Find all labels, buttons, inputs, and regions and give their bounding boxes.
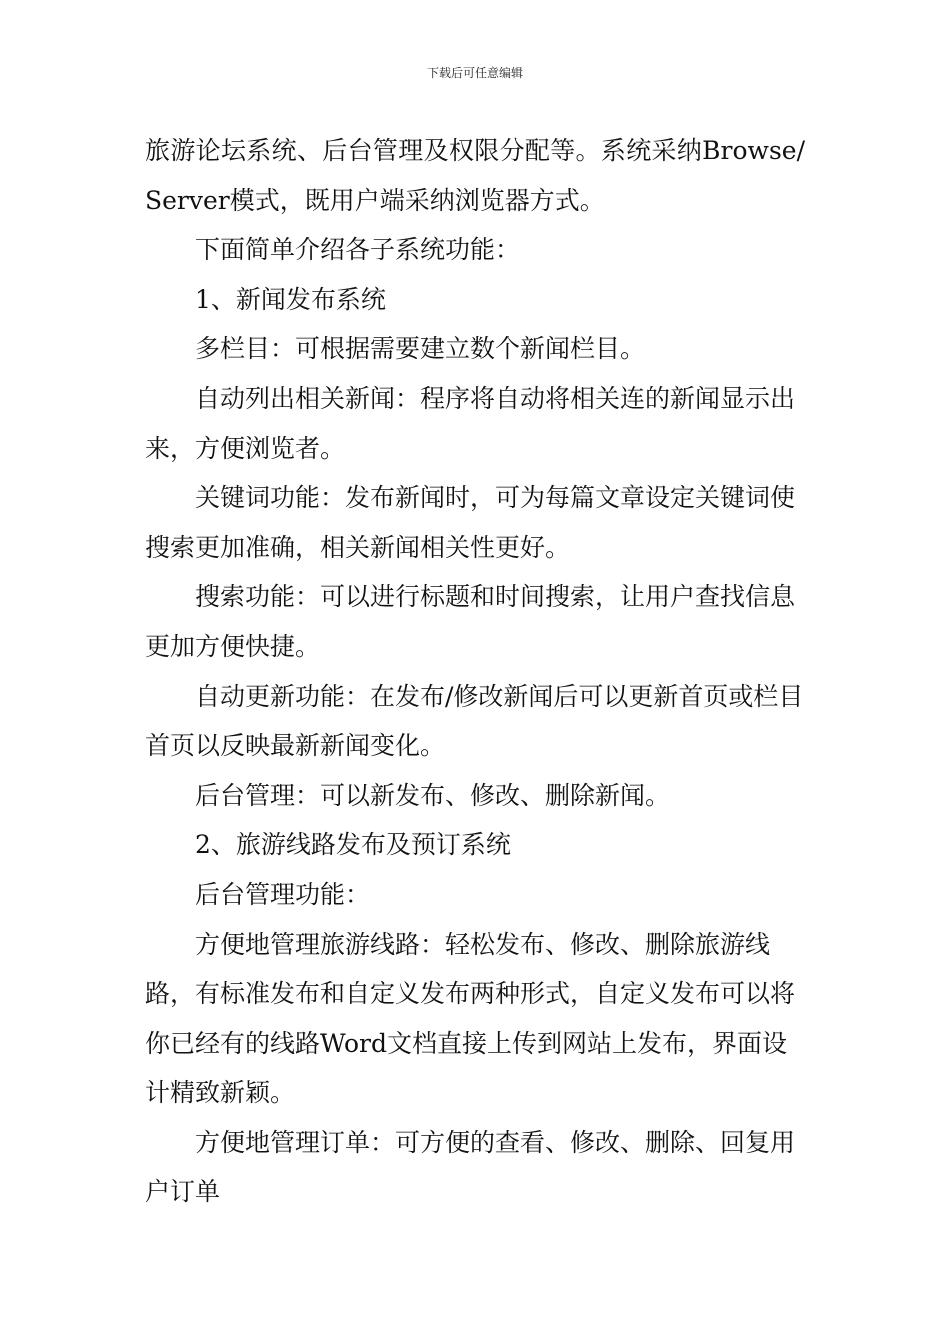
paragraph-auto-update-feature: 自动更新功能：在发布/修改新闻后可以更新首页或栏目首页以反映最新新闻变化。 xyxy=(145,681,804,761)
paragraph-subsystem-intro: 下面简单介绍各子系统功能： xyxy=(195,235,521,265)
paragraph-multi-column: 多栏目：可根据需要建立数个新闻栏目。 xyxy=(195,334,646,364)
paragraph-order-management: 方便地管理订单：可方便的查看、修改、删除、回复用户订单 xyxy=(145,1127,796,1207)
page-header-note: 下载后可任意编辑 xyxy=(426,66,523,80)
paragraph-search-feature: 搜索功能：可以进行标题和时间搜索，让用户查找信息更加方便快捷。 xyxy=(145,582,796,661)
paragraph-news-admin: 后台管理：可以新发布、修改、删除新闻。 xyxy=(195,780,671,810)
paragraph-route-management: 方便地管理旅游线路：轻松发布、修改、删除旅游线路，有标准发布和自定义发布两种形式，自定义发布可以将你已经有的线路Word文档直接上传到网站上发布，界面设计精致新颖。 xyxy=(145,929,796,1108)
section-heading-travel-route-system: 2、旅游线路发布及预订系统 xyxy=(195,830,511,860)
paragraph-keyword-feature: 关键词功能：发布新闻时，可为每篇文章设定关键词使搜索更加准确，相关新闻相关性更好。 xyxy=(145,483,796,562)
document-body xyxy=(145,126,805,1217)
paragraph-admin-functions: 后台管理功能： xyxy=(195,879,371,909)
section-heading-news-system: 1、新闻发布系统 xyxy=(195,284,386,314)
paragraph-system-overview: 旅游论坛系统、后台管理及权限分配等。系统采纳Browse/Server模式，既用户端采纳浏览器方式。 xyxy=(145,136,805,215)
paragraph-auto-related-news: 自动列出相关新闻：程序将自动将相关连的新闻显示出来，方便浏览者。 xyxy=(145,383,796,463)
